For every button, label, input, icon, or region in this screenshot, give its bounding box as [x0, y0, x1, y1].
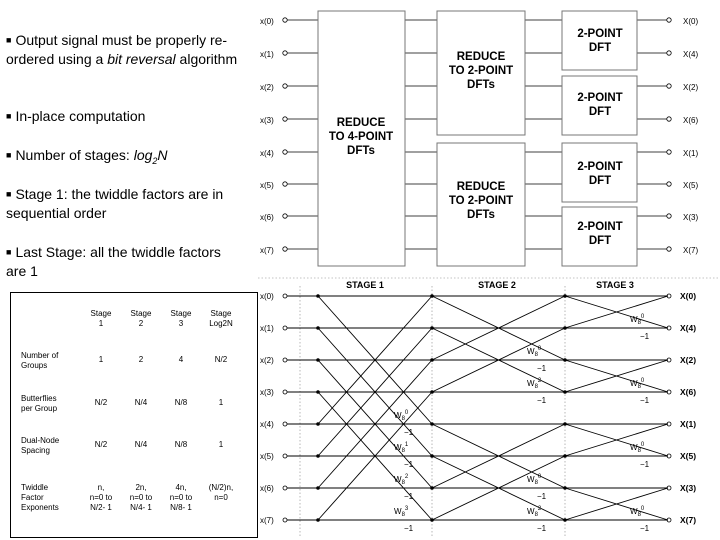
twiddle-exp: 0	[537, 346, 542, 352]
table-cell: 1	[218, 398, 224, 407]
twiddle-label: $W_8^0$	[527, 346, 542, 358]
twiddle-label: $W_8^0$	[394, 410, 409, 422]
stage-label: STAGE 1	[346, 280, 384, 290]
twiddle-sub: 8	[534, 480, 538, 486]
flow-node	[563, 294, 567, 298]
minus-one-label: −1	[640, 524, 650, 533]
dft-2-label: 2-POINT	[577, 161, 623, 173]
table-cell: 4n, n=0 to N/8- 1	[169, 483, 193, 512]
twiddle-sub: 8	[637, 384, 641, 390]
flow-node	[563, 454, 567, 458]
minus-one-label: −1	[537, 396, 547, 405]
twiddle-exp: 3	[404, 506, 409, 512]
reduce-2-label: DFTs	[467, 209, 495, 221]
twiddle-exp: 0	[640, 378, 645, 384]
dft-2-label: DFT	[588, 175, 612, 187]
row-label: Twiddle Factor Exponents	[21, 483, 59, 512]
table-cell: N/2	[94, 440, 108, 449]
input-label: x(7)	[260, 516, 274, 525]
stage-dividers	[258, 278, 718, 536]
output-label: X(5)	[680, 451, 697, 461]
input-node	[283, 358, 287, 362]
table-cell: 1	[218, 440, 224, 449]
output-label: X(1)	[680, 419, 697, 429]
dft-2-label: 2-POINT	[577, 221, 623, 233]
dft-2-label: DFT	[588, 235, 612, 247]
input-node	[283, 422, 287, 426]
output-label: X(3)	[683, 213, 699, 222]
flow-node	[430, 454, 434, 458]
input-label: x(7)	[260, 246, 274, 255]
twiddle-label: $W_8^2$	[527, 506, 542, 518]
flow-node	[316, 454, 320, 458]
twiddle-label: $W_8^0$	[630, 314, 645, 326]
input-label: x(1)	[260, 50, 274, 59]
table-cell: N/4	[134, 440, 148, 449]
flow-node	[316, 486, 320, 490]
output-label: X(2)	[680, 355, 697, 365]
minus-one-label: −1	[404, 460, 414, 469]
reduce-2-label: TO 2-POINT	[448, 195, 514, 207]
twiddle-sub: 8	[534, 352, 538, 358]
table-cell: 2	[138, 355, 144, 364]
table-cell: N/8	[174, 440, 188, 449]
table-cell: n, n=0 to N/2- 1	[89, 483, 113, 512]
output-label: X(6)	[680, 387, 697, 397]
twiddle-sub: 8	[401, 448, 405, 454]
flow-node	[430, 390, 434, 394]
twiddle-exp: 0	[640, 442, 645, 448]
input-node	[283, 390, 287, 394]
twiddle-exp: 2	[537, 506, 542, 512]
twiddle-label: $W_8^0$	[630, 506, 645, 518]
twiddle-exp: 0	[537, 474, 542, 480]
output-label: X(6)	[683, 116, 699, 125]
flow-node	[563, 326, 567, 330]
flow-node	[430, 358, 434, 362]
twiddle-sub: 8	[637, 320, 641, 326]
flow-node	[316, 294, 320, 298]
input-label: x(3)	[260, 116, 274, 125]
twiddle-label: $W_8^3$	[394, 506, 409, 518]
output-label: X(1)	[683, 149, 699, 158]
bullet-marker: ■	[6, 35, 12, 45]
flow-node	[430, 326, 434, 330]
flow-node	[430, 422, 434, 426]
flow-node	[316, 326, 320, 330]
output-label: X(2)	[683, 83, 699, 92]
twiddle-sub: 8	[534, 512, 538, 518]
output-label: X(3)	[680, 483, 697, 493]
input-label: x(4)	[260, 420, 274, 429]
dft-2-label: DFT	[588, 106, 612, 118]
dft-2-label: 2-POINT	[577, 28, 623, 40]
input-label: x(6)	[260, 213, 274, 222]
table-cell: N/4	[134, 398, 148, 407]
twiddle-label: $W_8^2$	[394, 474, 409, 486]
flow-node	[430, 294, 434, 298]
minus-one-label: −1	[404, 428, 414, 437]
output-label: X(4)	[683, 50, 699, 59]
minus-one-label: −1	[537, 524, 547, 533]
input-label: x(0)	[260, 17, 274, 26]
table-cell: N/8	[174, 398, 188, 407]
minus-one-label: −1	[537, 492, 547, 501]
table-cell: N/2	[214, 355, 228, 364]
bullet-text: Last Stage: all the twiddle factors are 1	[6, 244, 221, 279]
input-label: x(5)	[260, 181, 274, 190]
minus-one-label: −1	[640, 460, 650, 469]
dft-2-label: DFT	[588, 42, 612, 54]
input-node	[283, 454, 287, 458]
input-node	[283, 486, 287, 490]
flow-node	[316, 422, 320, 426]
reduce-2-label: REDUCE	[456, 181, 506, 193]
input-label: x(0)	[260, 292, 274, 301]
input-label: x(4)	[260, 149, 274, 158]
minus-one-label: −1	[404, 492, 414, 501]
twiddle-sub: 8	[401, 512, 405, 518]
bullet-text: algorithm	[175, 51, 238, 67]
input-label: x(6)	[260, 484, 274, 493]
table-header: Stage 1	[90, 309, 112, 328]
twiddle-label: $W_8^0$	[630, 442, 645, 454]
table-header: Stage 2	[130, 309, 152, 328]
bullet-text: In-place computation	[15, 108, 146, 124]
output-label: X(0)	[683, 17, 699, 26]
output-label: X(7)	[680, 515, 697, 525]
flow-node	[316, 358, 320, 362]
output-label: X(0)	[680, 291, 697, 301]
stage-label: STAGE 2	[478, 280, 516, 290]
table-cell: 4	[178, 355, 184, 364]
twiddle-exp: 2	[537, 378, 542, 384]
input-node	[283, 518, 287, 522]
reduce-2-label: DFTs	[467, 79, 495, 91]
reduce-4-label: TO 4-POINT	[328, 131, 394, 143]
bullet-marker: ■	[6, 111, 12, 121]
log-base: 2	[152, 155, 158, 166]
twiddle-label: $W_8^1$	[394, 442, 409, 454]
twiddle-exp: 2	[404, 474, 409, 480]
input-label: x(3)	[260, 388, 274, 397]
bullet-text: Number of stages:	[15, 147, 134, 163]
flow-node	[563, 518, 567, 522]
input-node	[283, 294, 287, 298]
table-header: Stage 3	[170, 309, 192, 328]
twiddle-label: $W_8^0$	[630, 378, 645, 390]
twiddle-label: $W_8^0$	[527, 474, 542, 486]
table-header: Stage Log2N	[209, 309, 233, 328]
reduce-2-label: TO 2-POINT	[448, 65, 514, 77]
flow-node	[316, 390, 320, 394]
reduce-4-label: REDUCE	[336, 117, 386, 129]
log-text: log	[133, 147, 153, 163]
twiddle-sub: 8	[401, 416, 405, 422]
bullet-marker: ■	[6, 189, 12, 199]
output-label: X(5)	[683, 181, 699, 190]
table-cell: 2n, n=0 to N/4- 1	[129, 483, 153, 512]
input-label: x(1)	[260, 324, 274, 333]
butterfly-lines	[283, 294, 671, 522]
twiddle-exp: 0	[640, 506, 645, 512]
flow-node	[316, 518, 320, 522]
dft-2-label: 2-POINT	[577, 92, 623, 104]
bullet-text: Stage 1: the twiddle factors are in sequential order	[6, 186, 224, 221]
stage-label: STAGE 3	[596, 280, 634, 290]
flow-node	[563, 422, 567, 426]
bullet-marker: ■	[6, 247, 12, 257]
table-cell: 1	[98, 355, 104, 364]
row-label: Butterflies per Group	[21, 394, 58, 413]
twiddle-exp: 1	[404, 442, 409, 448]
twiddle-exp: 0	[640, 314, 645, 320]
twiddle-sub: 8	[637, 448, 641, 454]
minus-one-label: −1	[404, 524, 414, 533]
twiddle-sub: 8	[534, 384, 538, 390]
flow-node	[563, 390, 567, 394]
input-label: x(5)	[260, 452, 274, 461]
row-label: Number of Groups	[21, 351, 59, 370]
bullet-marker: ■	[6, 150, 12, 160]
twiddle-sub: 8	[401, 480, 405, 486]
row-label: Dual-Node Spacing	[21, 436, 60, 455]
minus-one-label: −1	[640, 332, 650, 341]
minus-one-label: −1	[640, 396, 650, 405]
flow-node	[563, 358, 567, 362]
twiddle-label: $W_8^2$	[527, 378, 542, 390]
minus-one-label: −1	[537, 364, 547, 373]
n-text: N	[157, 147, 168, 163]
reduce-4-label: DFTs	[347, 145, 375, 157]
output-label: X(4)	[680, 323, 697, 333]
flow-node	[430, 518, 434, 522]
bullet-text: Output signal must be properly re-ordered using a	[6, 32, 228, 67]
input-label: x(2)	[260, 83, 274, 92]
input-label: x(2)	[260, 356, 274, 365]
reduce-2-label: REDUCE	[456, 51, 506, 63]
input-node	[283, 326, 287, 330]
bullet-emphasis: bit reversal	[107, 51, 176, 67]
table-cell: N/2	[94, 398, 108, 407]
twiddle-sub: 8	[637, 512, 641, 518]
table-cell: (N/2)n, n=0	[208, 483, 234, 502]
flow-node	[430, 486, 434, 490]
twiddle-exp: 0	[404, 410, 409, 416]
output-label: X(7)	[683, 246, 699, 255]
flow-node	[563, 486, 567, 490]
